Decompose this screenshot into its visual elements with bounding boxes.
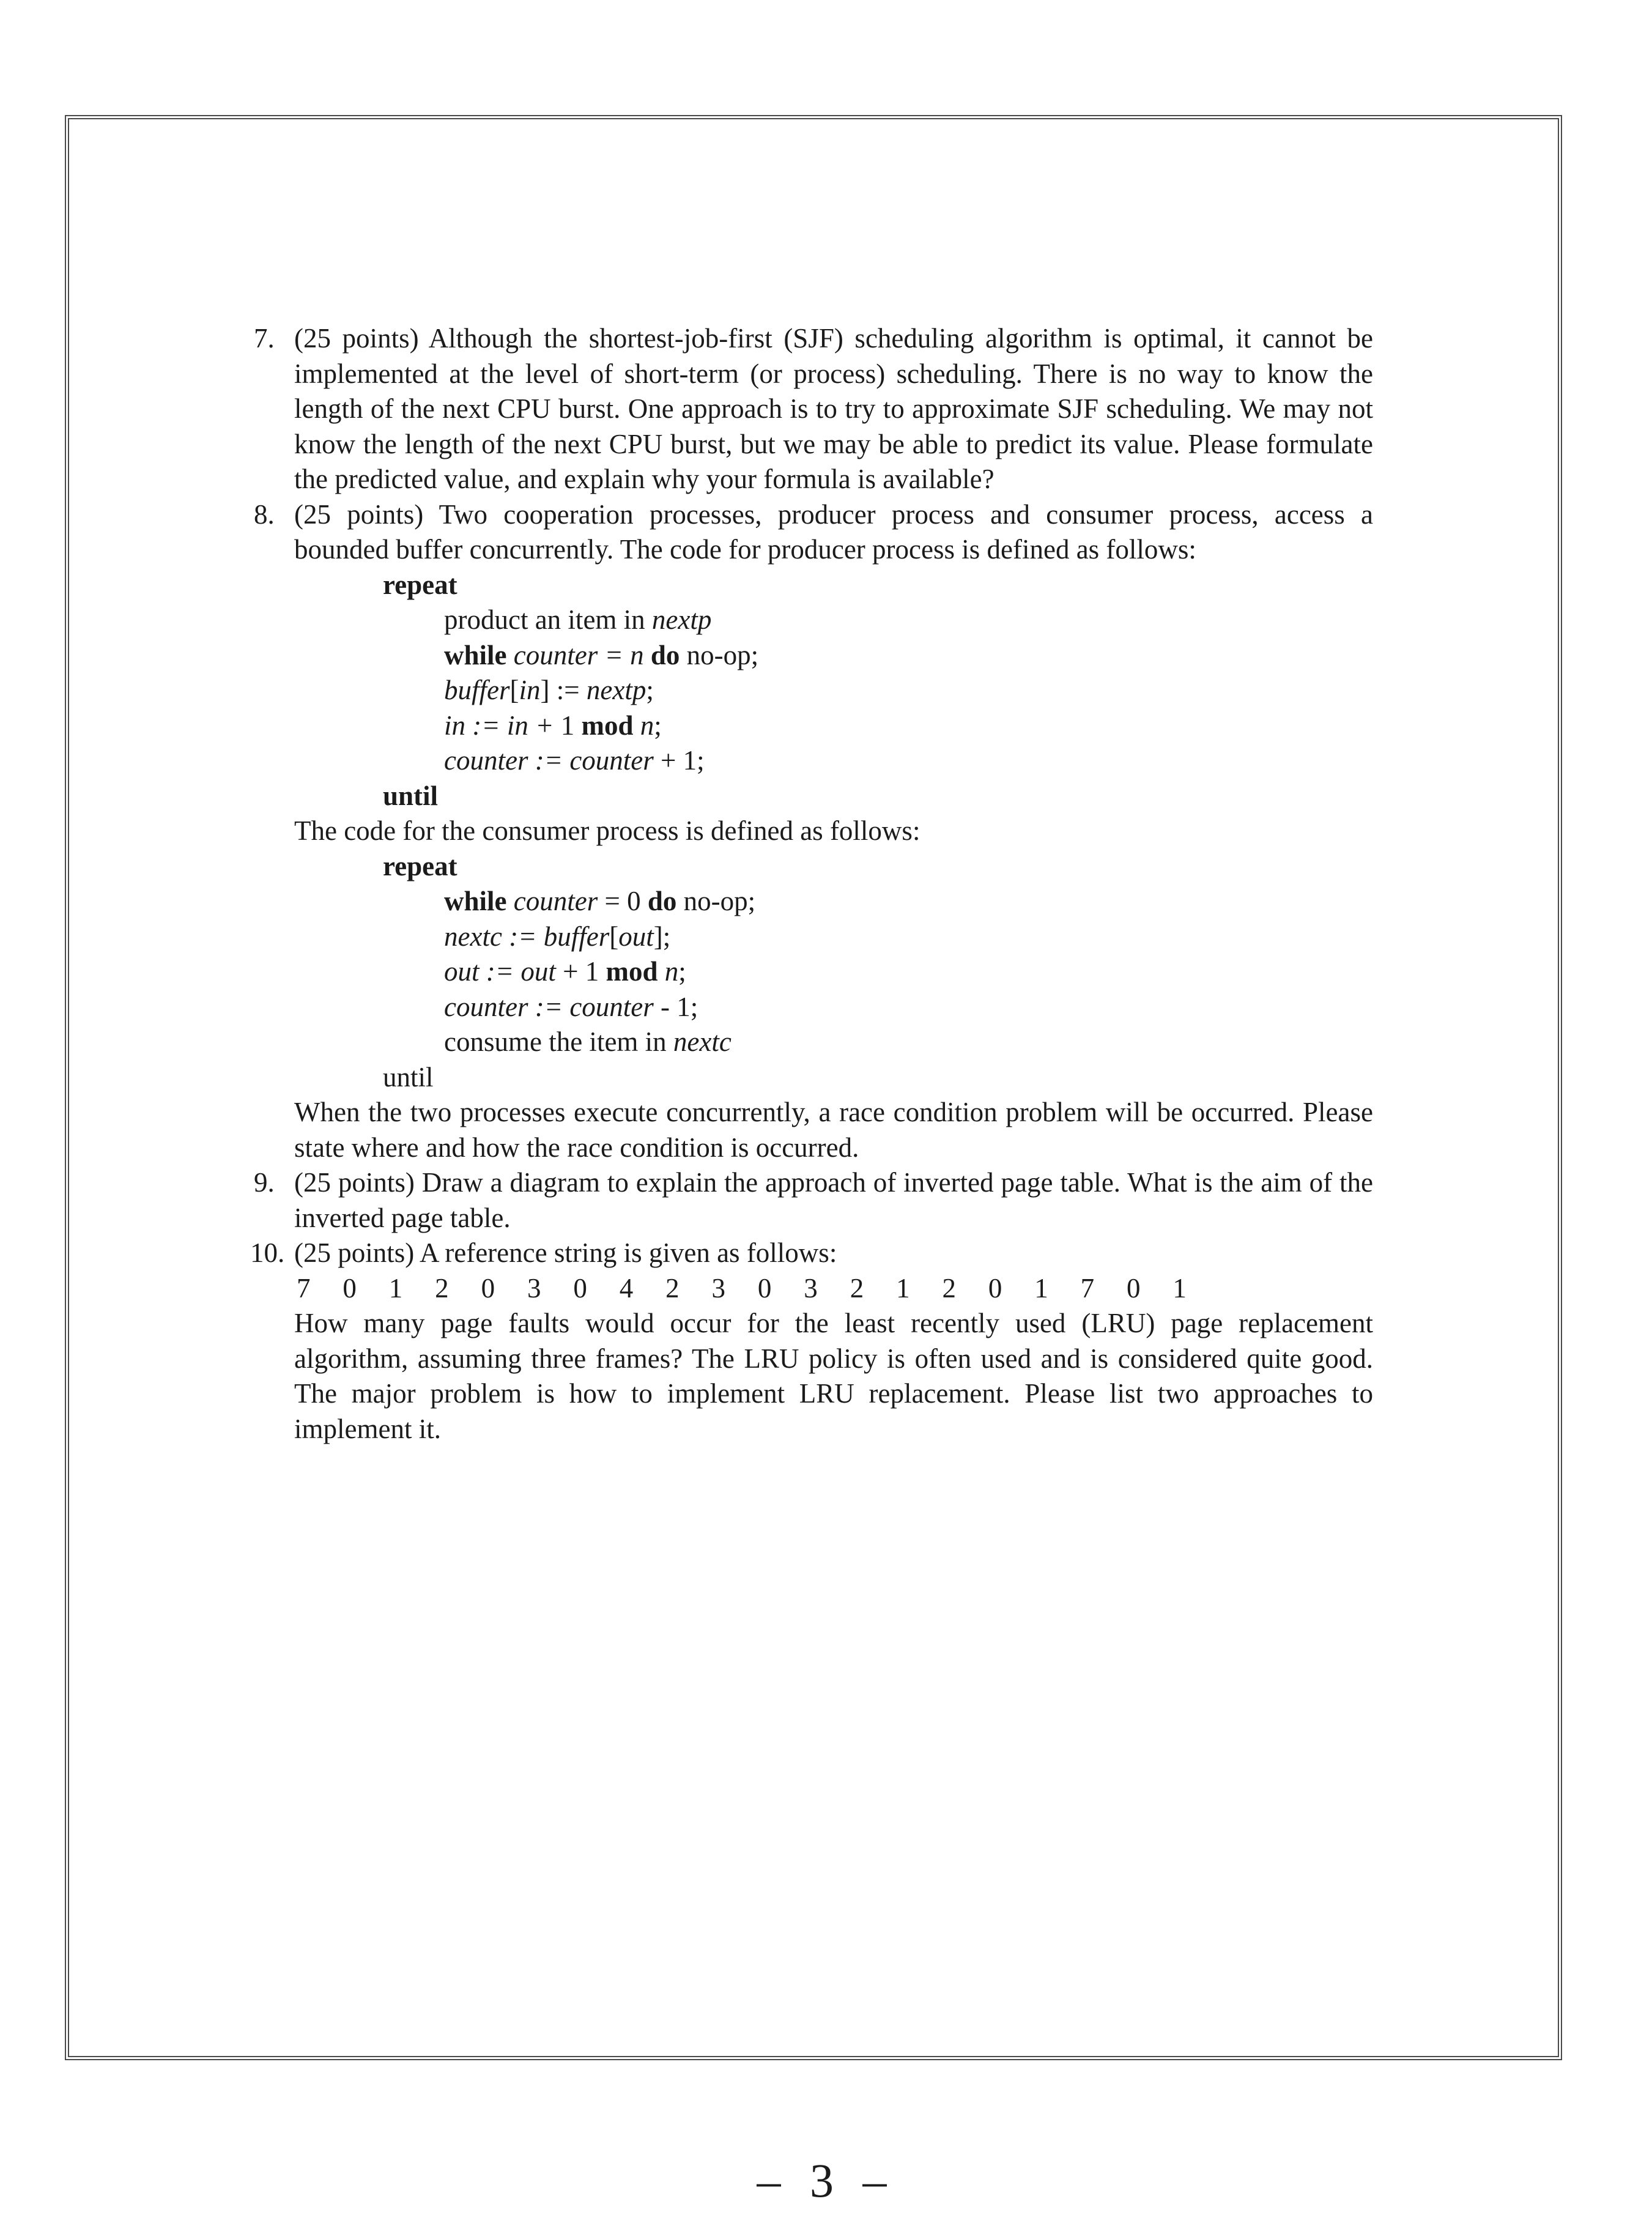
reference-item: 1 xyxy=(1172,1272,1187,1304)
code-line: consume the item in nextc xyxy=(444,1026,732,1057)
question-intro: (25 points) A reference string is given as follows: xyxy=(294,1237,837,1268)
reference-item: 2 xyxy=(942,1272,956,1304)
consumer-intro: The code for the consumer process is defined as follows: xyxy=(294,815,920,846)
question-text: (25 points) Although the shortest-job-first (SJF) scheduling algorithm is optimal, it cannot be implemented at the level of short-term (or process) scheduling. There is no way to know the length of the next CPU burst. One approach is to try to approximate SJF scheduling. We may not know the length of the next CPU burst, but we may be able to predict its value. Please formulate the predicted value, and explain why your formula is available? xyxy=(294,323,1373,494)
question-number: 7. xyxy=(254,323,275,354)
consumer-code xyxy=(294,849,1373,1096)
reference-string xyxy=(294,1271,1187,1307)
code-line: counter := counter + 1; xyxy=(444,745,705,776)
code-line: counter := counter - 1; xyxy=(444,991,698,1022)
reference-item: 2 xyxy=(850,1272,864,1304)
question-intro: (25 points) Two cooperation processes, producer process and consumer process, access a bounded buffer concurrently. The code for producer process is defined as follows: xyxy=(294,499,1373,565)
question-9 xyxy=(254,1165,1373,1236)
page-number: – 3 – xyxy=(757,2154,895,2207)
reference-item: 1 xyxy=(896,1272,910,1304)
question-8 xyxy=(254,497,1373,1166)
question-outro: When the two processes execute concurrently, a race condition problem will be occurred. Please state where and how the race condition is occurred. xyxy=(294,1097,1373,1163)
producer-code xyxy=(294,568,1373,814)
question-number: 8. xyxy=(254,499,275,530)
reference-item: 3 xyxy=(711,1272,726,1304)
code-line: product an item in nextp xyxy=(444,604,712,635)
reference-item: 0 xyxy=(757,1272,772,1304)
code-keyword-repeat: repeat xyxy=(383,569,457,600)
reference-item: 1 xyxy=(1034,1272,1048,1304)
reference-item: 0 xyxy=(573,1272,587,1304)
question-number: 9. xyxy=(254,1167,275,1198)
code-keyword-until: until xyxy=(383,780,439,811)
reference-item: 7 xyxy=(1080,1272,1095,1304)
reference-item: 4 xyxy=(619,1272,634,1304)
code-keyword-repeat: repeat xyxy=(383,850,457,881)
question-text: (25 points) Draw a diagram to explain the approach of inverted page table. What is the aim of the inverted page table. xyxy=(294,1167,1373,1233)
question-number: 10. xyxy=(250,1237,285,1268)
code-line: in := in + 1 mod n; xyxy=(444,710,662,741)
code-line: nextc := buffer[out]; xyxy=(444,921,671,952)
exam-questions xyxy=(250,321,1373,1447)
code-keyword-until: until xyxy=(383,1061,434,1093)
reference-item: 0 xyxy=(988,1272,1002,1304)
question-text: How many page faults would occur for the least recently used (LRU) page replacement algorithm, assuming three frames? The LRU policy is often used and is considered quite good. The major problem is how to implement LRU replacement. Please list two approaches to implement it. xyxy=(294,1308,1373,1444)
question-7 xyxy=(254,321,1373,497)
code-line: while counter = n do no-op; xyxy=(444,639,759,670)
code-line: buffer[in] := nextp; xyxy=(444,675,654,705)
reference-item: 3 xyxy=(804,1272,818,1304)
reference-item: 2 xyxy=(435,1272,449,1304)
reference-item: 3 xyxy=(527,1272,541,1304)
reference-item: 2 xyxy=(665,1272,680,1304)
reference-item: 7 xyxy=(297,1272,311,1304)
code-line: while counter = 0 do no-op; xyxy=(444,886,756,916)
reference-item: 0 xyxy=(1127,1272,1141,1304)
reference-item: 0 xyxy=(481,1272,495,1304)
reference-item: 0 xyxy=(343,1272,357,1304)
reference-item: 1 xyxy=(388,1272,403,1304)
question-10 xyxy=(250,1236,1373,1447)
code-line: out := out + 1 mod n; xyxy=(444,956,686,987)
